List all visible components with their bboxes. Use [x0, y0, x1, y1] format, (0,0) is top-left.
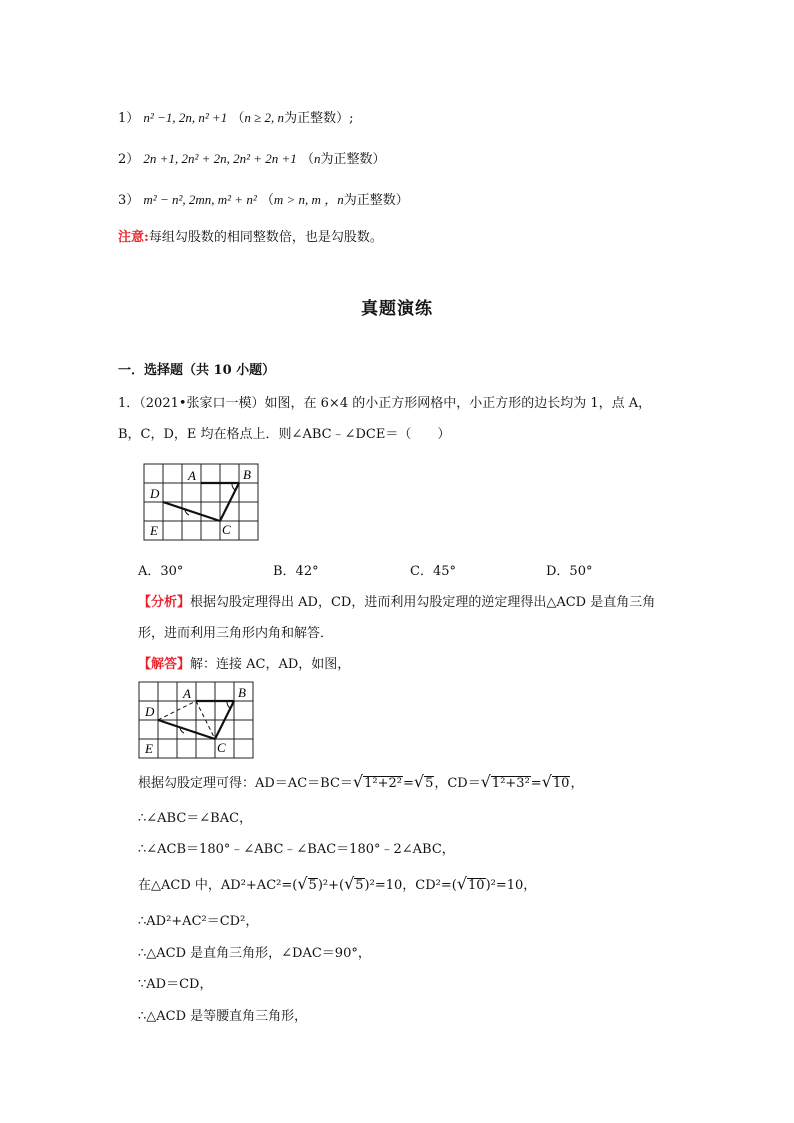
text: )²+(: [317, 878, 345, 893]
formula-condition-tail: 为正整数）: [320, 152, 386, 167]
text: 根据勾股定理可得：AD＝AC＝BC＝: [138, 776, 353, 791]
formula-condition-tail: 为正整数）;: [284, 111, 354, 126]
text: 在△ACD 中，AD²+AC²=(: [138, 878, 298, 893]
analysis-line-1: [138, 594, 655, 612]
formula-expression: n² −1, 2n, n² +1: [143, 110, 228, 125]
sqrt-sign: √: [480, 772, 491, 791]
formula-expression: 2n +1, 2n² + 2n, 2n² + 2n +1: [143, 151, 297, 166]
text: =: [530, 776, 542, 791]
label-b: B: [243, 467, 251, 482]
note-text: 每组勾股数的相同整数倍，也是勾股数。: [148, 230, 383, 245]
sqrt-sign: √: [344, 874, 355, 893]
sqrt-sign: √: [352, 772, 364, 791]
radicand: 5: [308, 878, 317, 893]
section-title: 真题演练: [361, 299, 433, 319]
analysis-tag: 【分析】: [138, 595, 191, 610]
formula-condition: n ≥ 2, n: [244, 110, 285, 125]
formula-number: 2）: [118, 152, 140, 167]
solution-line-2: ∴∠ABC＝∠BAC，: [138, 811, 253, 826]
sqrt-sign: √: [413, 772, 425, 791]
note-label: 注意:: [118, 230, 149, 245]
solution-tag: 【解答】: [138, 657, 191, 672]
radicand: 10: [468, 878, 485, 893]
text: =: [402, 776, 414, 791]
text: ，: [570, 776, 584, 791]
radicand: 5: [355, 878, 364, 893]
radicand: 1²+2²: [364, 776, 402, 791]
formula-3: [118, 191, 409, 210]
label-e: E: [145, 741, 153, 756]
analysis-line-2: 形，进而利用三角形内角和解答．: [138, 626, 334, 641]
label-c: C: [217, 740, 226, 755]
label-b: B: [238, 685, 246, 700]
formula-1: [118, 109, 353, 128]
option-d[interactable]: D．50°: [546, 564, 593, 579]
formula-number: 3）: [118, 193, 140, 208]
solution-line-1: [138, 773, 583, 793]
paren: （: [231, 111, 245, 126]
solution-line-6: ∴△ACD 是直角三角形，∠DAC＝90°，: [138, 946, 371, 961]
solution-line-7: ∵AD＝CD，: [138, 977, 213, 992]
sqrt-sign: √: [456, 874, 468, 893]
formula-condition-tail: 为正整数）: [343, 193, 409, 208]
formula-number: 1）: [118, 111, 140, 126]
paren: （: [300, 152, 314, 167]
radicand: 10: [552, 776, 570, 791]
label-a: A: [183, 686, 191, 701]
solution-intro-text: 解：连接 AC，AD，如图，: [190, 657, 351, 672]
label-e: E: [150, 523, 158, 538]
solution-figure: [138, 681, 256, 759]
label-a: A: [188, 468, 196, 483]
solution-line-8: ∴△ACD 是等腰直角三角形，: [138, 1009, 308, 1024]
option-a[interactable]: A．30°: [138, 564, 184, 579]
option-b[interactable]: B．42°: [273, 564, 319, 579]
question-line-1: 1．（2021•张家口一模）如图，在 6×4 的小正方形网格中，小正方形的边长均为 1，点 A，: [118, 396, 652, 411]
sqrt-sign: √: [541, 772, 552, 791]
paren: （: [260, 193, 274, 208]
sqrt-sign: √: [297, 874, 308, 893]
radicand: 1²+3²: [491, 776, 530, 791]
label-d: D: [145, 704, 155, 719]
formula-expression: m² − n², 2mn, m² + n²: [143, 192, 257, 207]
label-c: C: [222, 522, 231, 537]
solution-line-5: ∴AD²+AC²＝CD²，: [138, 914, 259, 929]
note: [118, 229, 383, 247]
label-d: D: [150, 486, 160, 501]
formula-2: [118, 150, 385, 169]
question-line-2: B，C，D，E 均在格点上．则∠ABC﹣∠DCE＝（ ）: [118, 427, 451, 442]
formula-condition: m > n, m ，n: [273, 192, 344, 207]
formula-condition: n: [313, 151, 321, 166]
text: )²=10，CD²=(: [364, 878, 457, 893]
option-c[interactable]: C．45°: [410, 564, 456, 579]
radicand: 5: [425, 776, 434, 791]
analysis-text: 根据勾股定理得出 AD，CD，进而利用勾股定理的逆定理得出△ACD 是直角三角: [190, 595, 656, 610]
text: ，CD＝: [434, 776, 481, 791]
solution-line-3: ∴∠ACB＝180°﹣∠ABC﹣∠BAC＝180°﹣2∠ABC，: [138, 842, 455, 857]
section-header: 一．选择题（共 10 小题）: [118, 363, 276, 378]
solution-intro: [138, 656, 350, 674]
question-figure: [143, 463, 261, 541]
solution-line-4: [138, 875, 536, 895]
text: )²=10，: [485, 878, 537, 893]
